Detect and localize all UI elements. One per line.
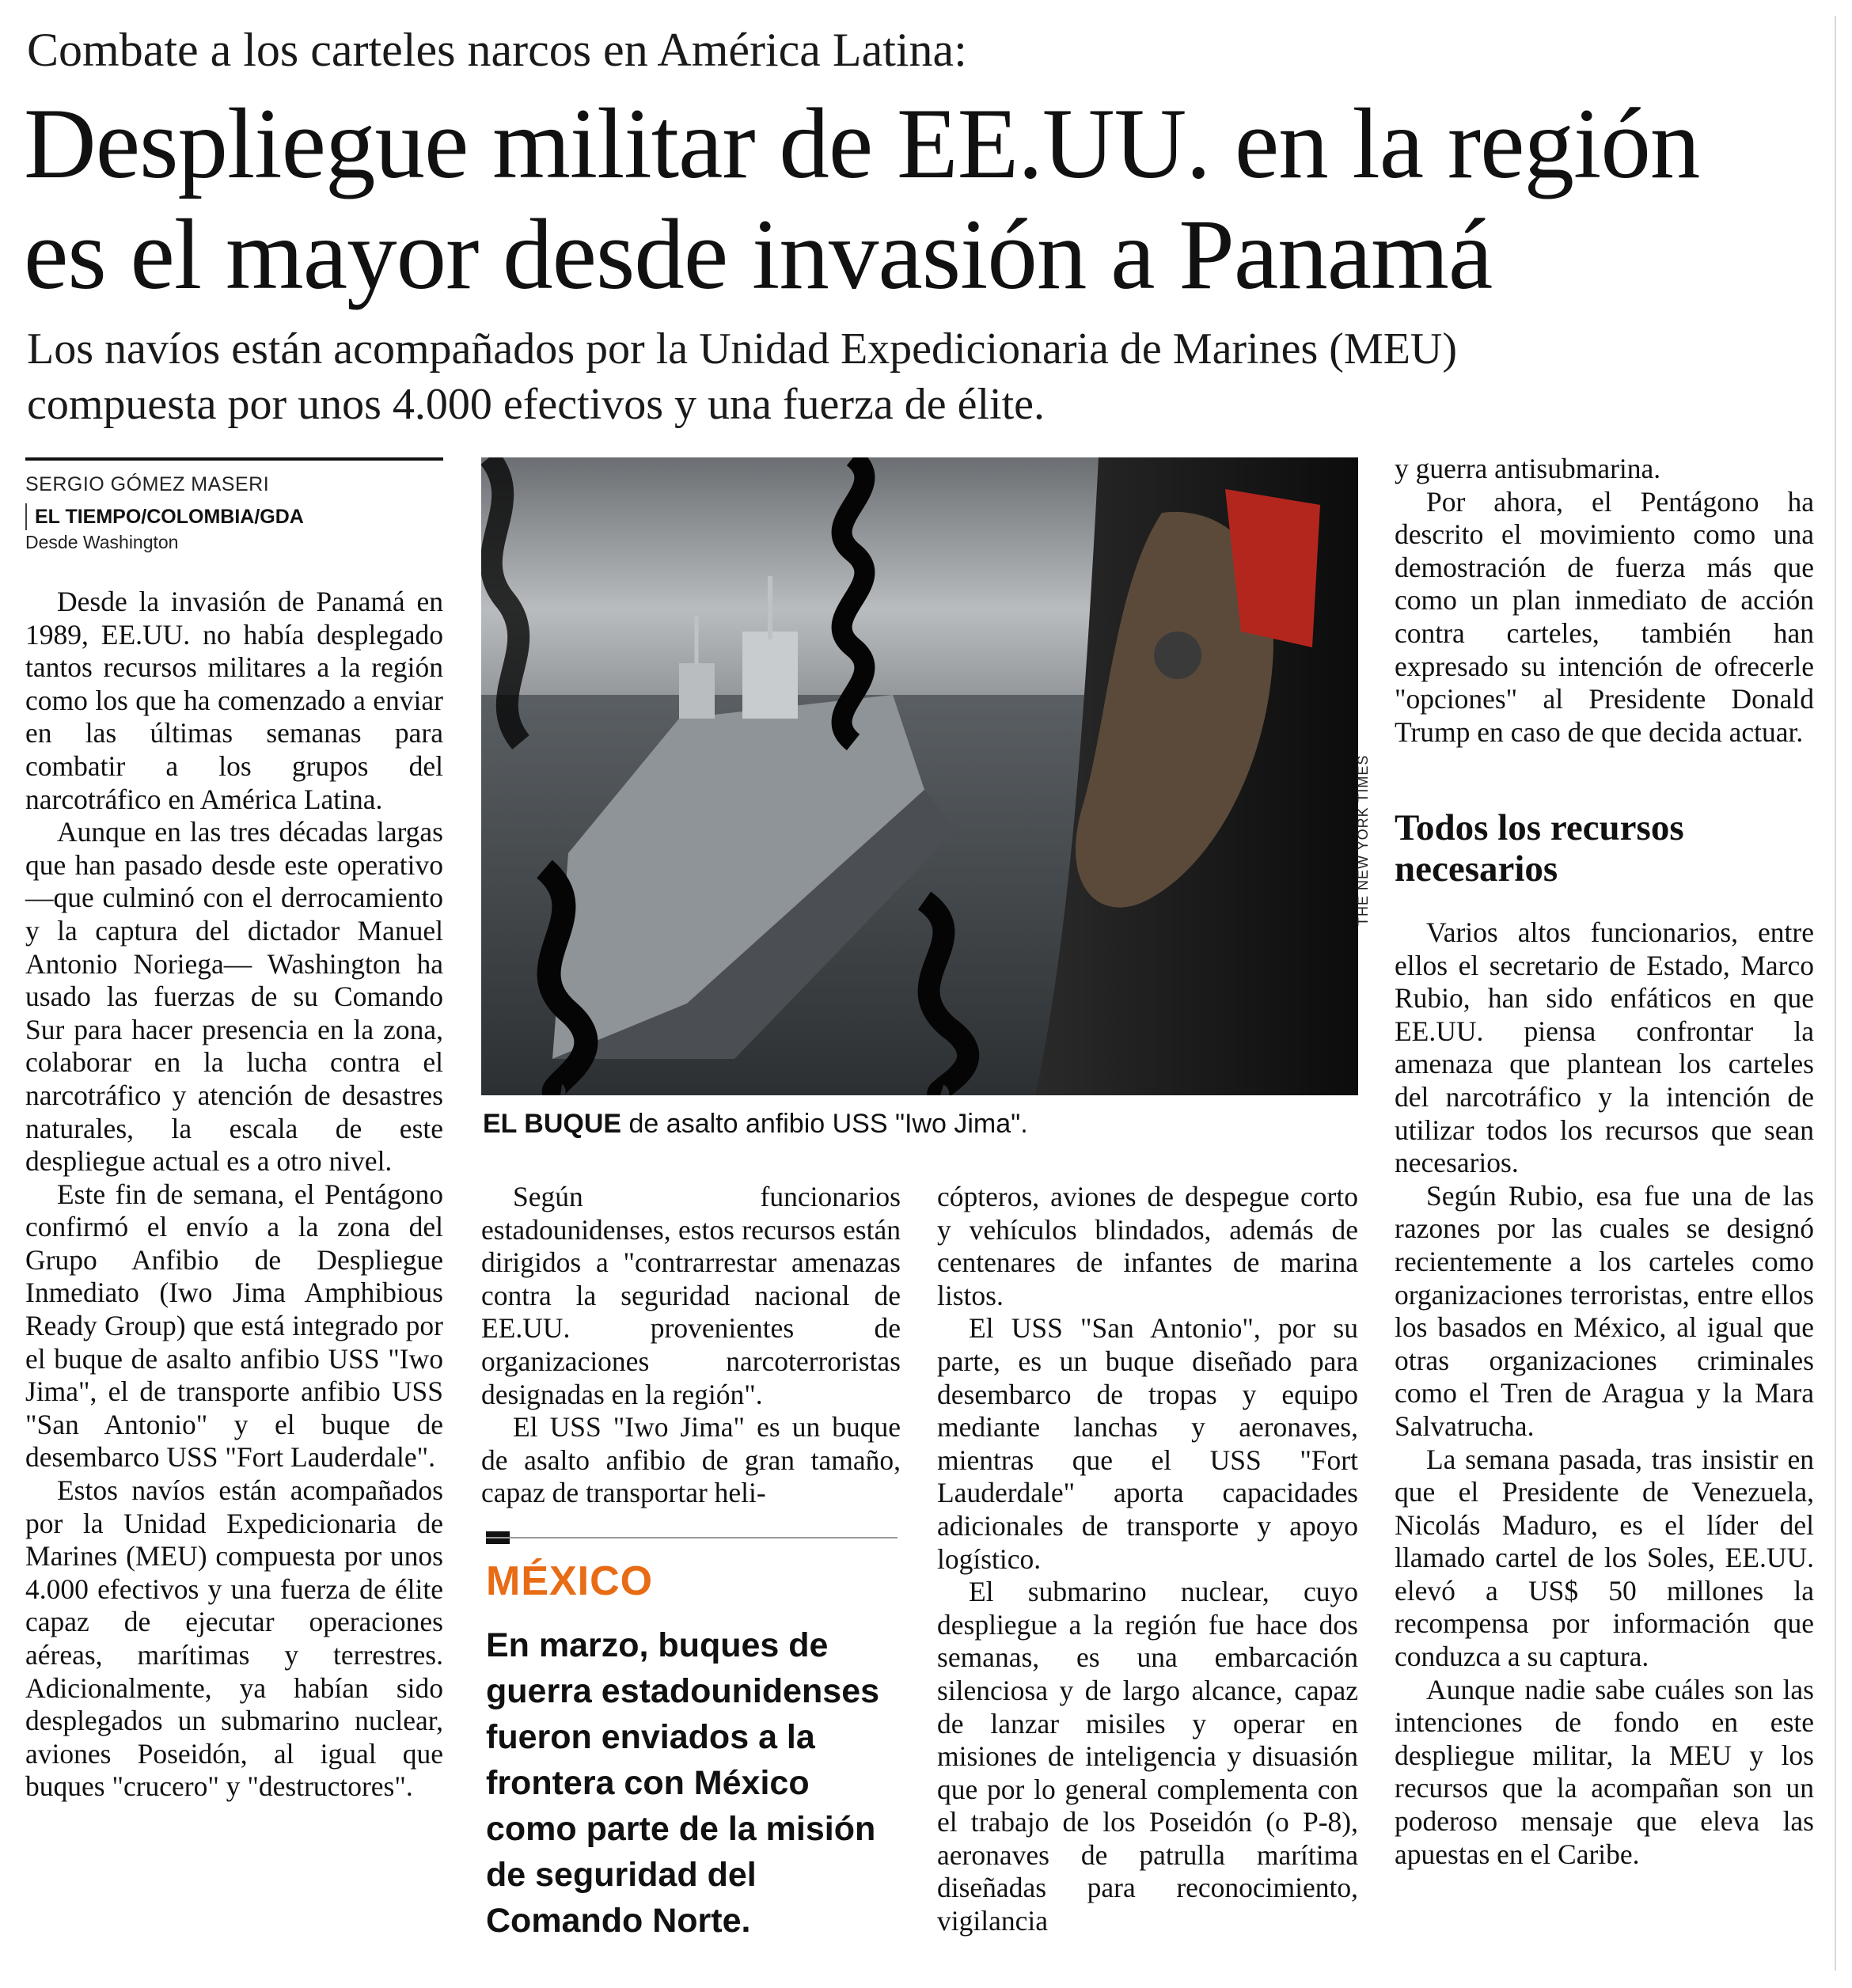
paragraph: Estos navíos están acompañados por la Unidad Expedicionaria de Marines (MEU) compuesta por unos 4.000 efectivos y una fuerza de élite capaz de ejecutar operaciones aéreas, marítimas y terrestres. Adicionalmente, ya habían sido desplegados un submarino nuclear, aviones Poseidón, al igual que buques "crucero" y "destructores". xyxy=(25,1474,443,1803)
paragraph: Aunque en las tres décadas largas que han pasado desde este operativo —que culminó con el derrocamiento y la captura del dictador Manuel Antonio Noriega— Washington ha usado las fuerzas de su Comando Sur para hacer presencia en la zona, colaborar en la lucha contra el narcotráfico y atención de desastres naturales, la escala de este despliegue actual es a otro nivel. xyxy=(25,816,443,1178)
paragraph: y guerra antisubmarina. xyxy=(1395,453,1661,484)
byline-author: SERGIO GÓMEZ MASERI xyxy=(25,473,270,495)
byline xyxy=(25,457,443,554)
paragraph: El USS "Iwo Jima" es un buque de asalto anfibio de gran tamaño, capaz de transportar heli- xyxy=(481,1411,901,1509)
paragraph: Por ahora, el Pentágono ha descrito el movimiento como una demostración de fuerza más que como un plan inmediato de acción contra carteles, también han expresado su intención de ofrecerle "opciones" al Presidente Donald Trump en caso de que decida actuar. xyxy=(1395,485,1814,748)
caption-text: de asalto anfibio USS "Iwo Jima". xyxy=(621,1109,1028,1139)
article-column-1 xyxy=(25,586,443,1804)
sidebar-line: Comando Norte. xyxy=(486,1902,751,1940)
photo-caption xyxy=(483,1108,1028,1140)
dek-line-2: compuesta por unos 4.000 efectivos y una fuerza de élite. xyxy=(27,380,1046,429)
sidebar-line: fueron enviados a la xyxy=(486,1718,815,1756)
news-photo xyxy=(481,457,1358,1095)
headline-line-1: Despliegue militar de EE.UU. en la región xyxy=(24,89,1700,199)
sidebar-line: guerra estadounidenses xyxy=(486,1672,880,1710)
dek-line-1: Los navíos están acompañados por la Unidad Expedicionaria de Marines (MEU) xyxy=(27,324,1458,374)
sidebar-line: frontera con México xyxy=(486,1764,810,1802)
sidebar-line: como parte de la misión xyxy=(486,1810,876,1848)
paragraph: La semana pasada, tras insistir en que el Presidente de Venezuela, Nicolás Maduro, es el líder del llamado cartel de los Soles, EE.UU. elevó a US$ 50 millones la recompensa por información que conduzca a su captura. xyxy=(1395,1443,1814,1673)
paragraph: Según funcionarios estadounidenses, estos recursos están dirigidos a "contrarrestar amenazas contra la seguridad nacional de EE.UU. provenientes de organizaciones narcoterroristas designadas en la región". xyxy=(481,1181,901,1410)
paragraph: El submarino nuclear, cuyo despliegue a la región fue hace dos semanas, es una embarcación silenciosa y de largo alcance, capaz de lanzar misiles y operar en misiones de inteligencia y disuasión que por lo general complementa con el trabajo de los Poseidón (o P-8), aeronaves de patrulla marítima diseñadas para reconocimiento, vigilancia xyxy=(937,1576,1358,1937)
paragraph: cópteros, aviones de despegue corto y vehículos blindados, además de centenares de infantes de marina listos. xyxy=(937,1181,1358,1311)
dek xyxy=(27,321,1808,432)
paragraph: Desde la invasión de Panamá en 1989, EE.UU. no había desplegado tantos recursos militares a la región como los que ha comenzado a enviar en las últimas semanas para combatir a los grupos del narcotráfico en América Latina. xyxy=(25,586,443,815)
headline xyxy=(24,89,1836,310)
article-column-2 xyxy=(481,1181,901,1510)
sky xyxy=(481,457,1162,711)
section-subhead: Todos los recursos necesarios xyxy=(1395,807,1684,890)
byline-agency: EL TIEMPO/COLOMBIA/GDA xyxy=(25,503,443,530)
article-column-4b xyxy=(1395,916,1814,1871)
headline-line-2: es el mayor desde invasión a Panamá xyxy=(24,199,1493,310)
paragraph: El USS "San Antonio", por su parte, es un buque diseñado para desembarco de tropas y equipo mediante lanchas y aeronaves, mientras que el USS "Fort Lauderdale" aporta capacidades adicionales de transporte y apoyo logístico. xyxy=(937,1312,1358,1575)
caption-lead: EL BUQUE xyxy=(483,1109,622,1139)
sidebar-text xyxy=(486,1622,913,1944)
byline-dateline: Desde Washington xyxy=(25,532,179,552)
paragraph: Aunque nadie sabe cuáles son las intenciones de fondo en este despliegue militar, la MEU y los recursos que la acompañan son un poderoso mensaje que eleva las apuestas en el Caribe. xyxy=(1395,1673,1814,1870)
photo-credit: THE NEW YORK TIMES xyxy=(1355,754,1371,926)
article-column-3 xyxy=(937,1181,1358,1938)
paragraph: Este fin de semana, el Pentágono confirmó el envío a la zona del Grupo Anfibio de Despliegue Inmediato (Iwo Jima Amphibious Ready Group) que está integrado por el buque de asalto anfibio USS "Iwo Jima", el de transporte anfibio USS "San Antonio" y el buque de desembarco USS "Fort Lauderdale". xyxy=(25,1178,443,1474)
photo-helicopter-view-of-ship xyxy=(481,457,1358,1095)
article-column-4 xyxy=(1395,453,1814,749)
sidebar-label: MÉXICO xyxy=(486,1558,654,1604)
paragraph: Varios altos funcionarios, entre ellos el secretario de Estado, Marco Rubio, han sido enfáticos en que EE.UU. piensa confrontar la amenaza que plantean los carteles del narcotráfico y la intención de utilizar todos los recursos que sean necesarios. xyxy=(1395,916,1814,1179)
sidebar-line: En marzo, buques de xyxy=(486,1626,829,1664)
paragraph: Según Rubio, esa fue una de las razones por las cuales se designó recientemente a los carteles como organizaciones terroristas, entre ellos los basados en México, al igual que otras organizaciones criminales como el Tren de Aragua y la Mara Salvatrucha. xyxy=(1395,1179,1814,1442)
coiled-cord-center xyxy=(842,457,865,742)
sidebar-rule xyxy=(486,1537,898,1538)
kicker: Combate a los carteles narcos en América Latina: xyxy=(27,24,967,76)
sidebar-line: de seguridad del xyxy=(486,1856,757,1894)
